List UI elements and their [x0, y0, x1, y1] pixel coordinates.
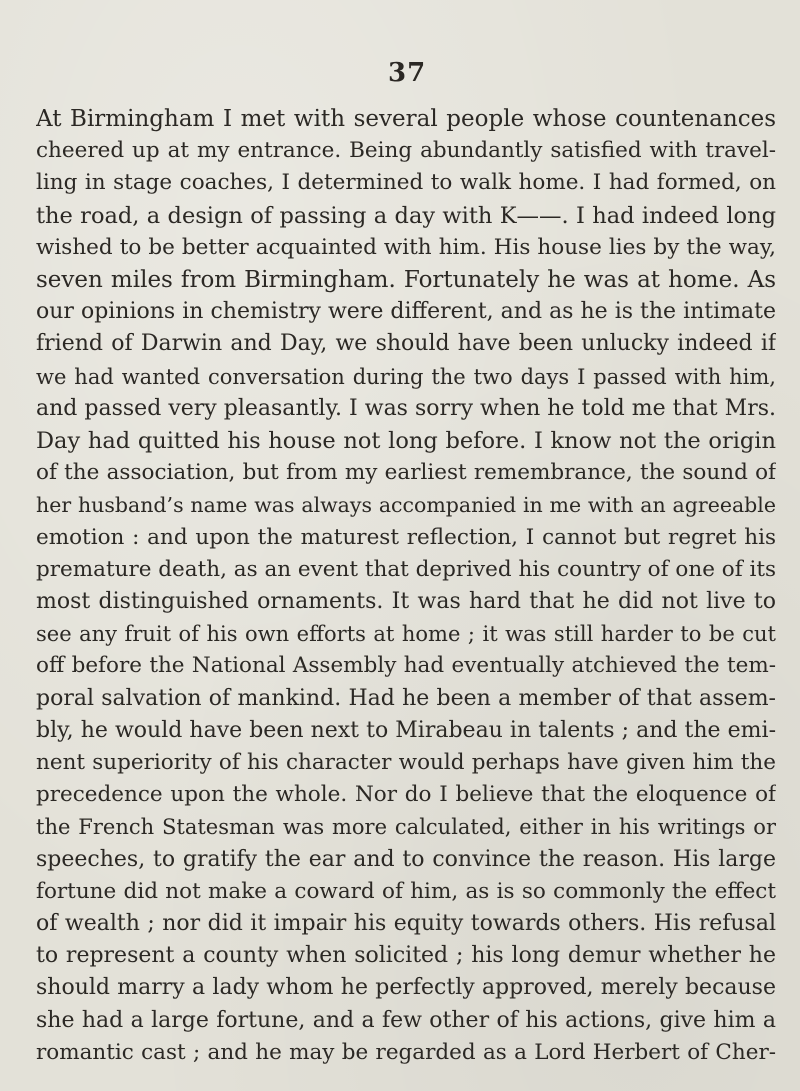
text-line: emotion : and upon the maturest reflection, I cannot but regret his: [36, 524, 776, 550]
text-line: friend of Darwin and Day, we should have been unlucky indeed if: [36, 331, 776, 357]
text-line: her husband’s name was always accompanied in me with an agreeable: [36, 493, 776, 518]
text-line: seven miles from Birmingham. Fortunately he was at home. As: [36, 267, 776, 293]
text-line: speeches, to gratify the ear and to convince the reason. His large: [36, 846, 776, 872]
text-line: premature death, as an event that deprived his country of one of its: [36, 556, 776, 582]
text-line: Day had quitted his house not long before. I know not the origin: [36, 428, 776, 454]
text-line: to represent a county when solicited ; his long demur whether he: [36, 943, 776, 969]
text-line: of the association, but from my earliest remembrance, the sound of: [36, 460, 776, 486]
text-line: the French Statesman was more calculated, either in his writings or: [36, 815, 776, 840]
text-line: should marry a lady whom he perfectly approved, merely because: [36, 975, 776, 1001]
text-line: cheered up at my entrance. Being abundantly satisfied with travel-: [36, 138, 776, 164]
text-line: fortune did not make a coward of him, as is so commonly the effect: [36, 878, 776, 904]
text-line: bly, he would have been next to Mirabeau in talents ; and the emi-: [36, 717, 776, 743]
text-line: most distinguished ornaments. It was hard that he did not live to: [36, 589, 776, 614]
text-line: precedence upon the whole. Nor do I believe that the eloquence of: [36, 782, 776, 808]
text-line: she had a large fortune, and a few other of his actions, give him a: [36, 1007, 776, 1033]
text-line: At Birmingham I met with several people whose countenances: [36, 106, 776, 132]
page-number: 37: [388, 58, 427, 88]
text-line: poral salvation of mankind. Had he been a member of that assem-: [36, 685, 776, 711]
text-line: and passed very pleasantly. I was sorry when he told me that Mrs.: [36, 395, 776, 421]
text-line: we had wanted conversation during the two days I passed with him,: [36, 364, 776, 389]
text-line: off before the National Assembly had eventually atchieved the tem-: [36, 653, 776, 679]
text-line: our opinions in chemistry were different, and as he is the intimate: [36, 299, 776, 325]
text-line: the road, a design of passing a day with K——. I had indeed long: [36, 202, 776, 229]
text-line: see any fruit of his own efforts at home ; it was still harder to be cut: [36, 622, 776, 647]
text-line: romantic cast ; and he may be regarded as a Lord Herbert of Cher-: [36, 1039, 776, 1065]
text-line: ling in stage coaches, I determined to walk home. I had formed, on: [36, 170, 776, 196]
text-line: wished to be better acquainted with him. His house lies by the way,: [36, 234, 776, 260]
text-line: of wealth ; nor did it impair his equity towards others. His refusal: [36, 911, 776, 936]
text-line: nent superiority of his character would perhaps have given him the: [36, 750, 776, 775]
